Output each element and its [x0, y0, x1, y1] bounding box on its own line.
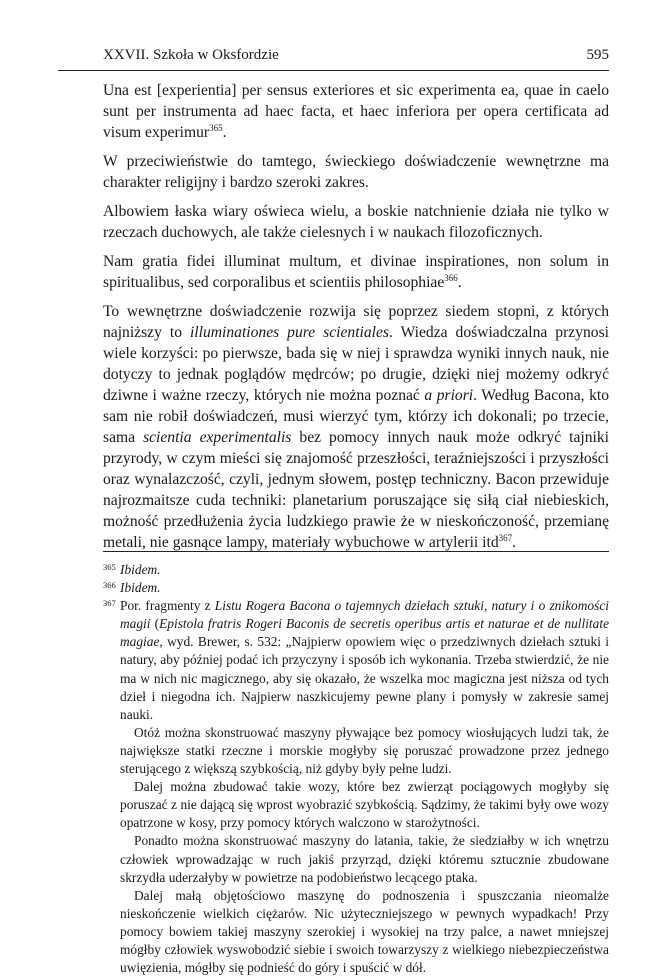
footnote-number: 367 [103, 598, 116, 609]
footnote-365: 365 Ibidem. [103, 562, 161, 577]
footnote-367-paragraph: Otóż można skonstruować maszyny pływające bez pomocy wiosłujących ludzi tak, że największe statki rzeczne i morskie mogłyby się poruszać prowadzone przez jednego sterującego z większą szybkością, niż gdyby były pełne ludzi. [120, 724, 609, 777]
footnote-number: 365 [103, 562, 116, 572]
footnote-367-paragraph: Ponadto można skonstruować maszyny do latania, takie, że siedziałby w ich wnętrzu człowiek wprowadzając w ruch jakiś przyrząd, dzięki któremu sztucznie zbudowane skrzydła uderzałyby w powietrze na podobieństwo lecącego ptaka. [120, 833, 609, 885]
footnote-367-paragraph: Dalej można zbudować takie wozy, które bez zwierząt pociągowych mogłyby się poruszać z nie dającą się wprost wyobrazić szybkością. Sądzimy, że takimi były owe wozy opatrzone w kosy, przy pomocy których walczono w starożytności. [120, 779, 609, 831]
footnotes [103, 561, 609, 977]
footnote-ref-365[interactable]: 365 [209, 122, 223, 133]
footnote-rule [103, 551, 609, 552]
footnote-367: 367 Por. fragmenty z Listu Rogera Bacona o tajemnych dziełach sztuki, natury i o znikomości magii (Epistola fratris Rogeri Baconis de secretis operibus artis et naturae et de nullitate magiae, wyd. Brewer, s. 532: „Najpierw opowiem więc o przedziwnych dziełach sztuki i natury, aby później podać ich przyczyny i sposób ich wykonania. Trzeba stwierdzić, że nie ma w nich nic magicznego, aby się okazało, że wszelka moc magiczna jest niższa od tych dzieł i niegodna ich. Najpierw naszkicujemy pewne plany i pomysły w zakresie samej nauki. [103, 598, 610, 722]
footnote-number: 366 [103, 580, 116, 591]
footnote-366: 366 Ibidem. [103, 580, 161, 596]
latin-quote-1: Una est [experientia] per sensus exteriores et sic experimenta ea, quae in caelo sunt per instrumenta ad haec facta, et haec inferiora per opera certificata ad visum experimur$^{365}$. [103, 82, 609, 141]
latin-quote-2: Nam gratia fidei illuminat multum, et divinae inspirationes, non solum in spiritualibus, sed corporalibus et scientiis philosophiae$^{366}$. [103, 253, 609, 291]
body-text [103, 80, 609, 553]
page-number: 595 [586, 47, 609, 63]
footnote-ref-367[interactable]: 367 [498, 532, 513, 543]
footnote-ref-366[interactable]: 366 [444, 272, 458, 283]
running-title: XXVII. Szkoła w Oksfordzie [103, 47, 279, 63]
paragraph-seven-degrees: To wewnętrzne doświadczenie rozwija się poprzez siedem stopni, z których najniższy to illuminationes pure scientiales. Wiedza doświadczalna przynosi wiele korzyści: po pierwsze, bada się w niej i sprawdza wyniki innych nauk, nie dotyczy to jednak poglądów mędrców; po drugie, dzięki niej możemy odkryć dziwne i ważne rzeczy, których nie można poznać a priori. Według Bacona, kto sam nie robił doświadczeń, musi wierzyć tym, którzy ich dokonali; po trzecie, sama scientia experimentalis bez pomocy innych nauk może odkryć tajniki przyrody, w czym mieści się znajomość przeszłości, teraźniejszości i przyszłości oraz wynalazczość, czyli, jednym słowem, postęp techniczny. Bacon przewiduje najrozmaitsze cuda techniki: planetarium poruszające się siłą ciał niebieskich, możność przedłużenia życia ludzkiego prawie że w nieskończoność, przemianę metali, nie gasnące lampy, materiały wybuchowe w artylerii itd$^{367}$. [103, 303, 610, 551]
footnote-367-paragraph: Dalej małą objętościowo maszynę do podnoszenia i spuszczania nieomalże nieskończenie wielkich ciężarów. Nic użyteczniejszego w pewnych wypadkach! Przy pomocy bowiem takiej maszyny szerokiej i wysokiej na trzy palce, a nawet mniejszej mógłby człowiek wyswobodzić siebie i swoich towarzyszy z wielkiego niebezpieczeństwa uwięzienia, mógłby się podnieść do góry i spuścić w dół. [120, 887, 609, 976]
polish-quote: Albowiem łaska wiary oświeca wielu, a boskie natchnienie działa nie tylko w rzeczach duchowych, ale także cielesnych i w naukach filozoficznych. [103, 203, 609, 241]
header-rule [58, 70, 609, 71]
paragraph-inner-experience: W przeciwieństwie do tamtego, świeckiego doświadczenie wewnętrzne ma charakter religijny i bardzo szeroki zakres. [103, 153, 609, 191]
